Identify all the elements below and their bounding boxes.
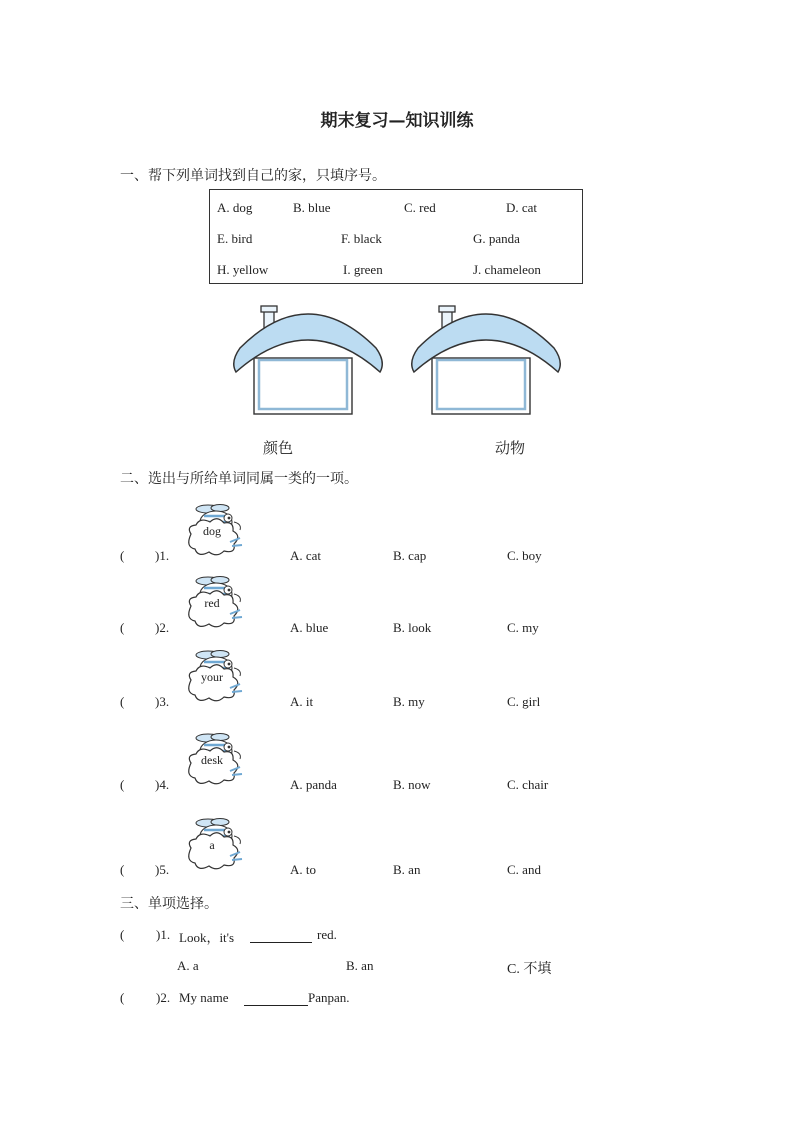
q1-option-c: C. 不填 xyxy=(507,962,552,977)
item-option-c: C. girl xyxy=(507,694,541,709)
word-c: C. red xyxy=(404,200,436,215)
q1-text-before: Look，it's xyxy=(179,930,235,945)
q2-number: )2. xyxy=(156,990,171,1005)
item-paren: ( xyxy=(120,862,125,877)
q1-paren: ( xyxy=(120,927,125,942)
q2-paren: ( xyxy=(120,990,125,1005)
item-word: a xyxy=(209,838,215,852)
house-icon-animals xyxy=(406,300,566,420)
item-number: )2. xyxy=(155,620,170,635)
q2-text-before: My name xyxy=(179,990,229,1005)
section3-heading: 三、单项选择。 xyxy=(120,896,218,912)
word-j: J. chameleon xyxy=(473,262,541,277)
item-word: desk xyxy=(201,753,223,767)
word-f: F. black xyxy=(341,231,382,246)
q1-blank[interactable] xyxy=(250,930,312,943)
item-number: )4. xyxy=(155,777,170,792)
item-option-b: B. cap xyxy=(393,548,427,563)
word-a: A. dog xyxy=(217,200,253,215)
q1-text-after: red. xyxy=(317,927,337,942)
section1-heading: 一、帮下列单词找到自己的家，只填序号。 xyxy=(120,168,386,184)
item-word: dog xyxy=(203,524,221,538)
item-word: red xyxy=(204,596,220,610)
item-option-c: C. and xyxy=(507,862,541,877)
item-number: )1. xyxy=(155,548,170,563)
item-paren: ( xyxy=(120,777,125,792)
item-option-b: B. my xyxy=(393,694,425,709)
word-e: E. bird xyxy=(217,231,253,246)
item-option-a: A. cat xyxy=(290,548,322,563)
word-i: I. green xyxy=(343,262,383,277)
item-option-b: B. an xyxy=(393,862,421,877)
item-option-b: B. now xyxy=(393,777,431,792)
section2-heading: 二、选出与所给单词同属一类的一项。 xyxy=(120,471,358,487)
item-option-b: B. look xyxy=(393,620,432,635)
item-paren: ( xyxy=(120,620,125,635)
item-option-c: C. boy xyxy=(507,548,542,563)
q1-option-a: A. a xyxy=(177,958,199,973)
item-option-a: A. it xyxy=(290,694,314,709)
q2-blank[interactable] xyxy=(244,993,308,1006)
q1-option-b: B. an xyxy=(346,958,374,973)
word-box xyxy=(209,189,583,284)
item-option-c: C. my xyxy=(507,620,539,635)
house-label-colors: 颜色 xyxy=(263,439,294,457)
item-word: your xyxy=(201,670,223,684)
word-g: G. panda xyxy=(473,231,520,246)
item-number: )3. xyxy=(155,694,170,709)
q1-number: )1. xyxy=(156,927,171,942)
item-number: )5. xyxy=(155,862,170,877)
item-option-a: A. blue xyxy=(290,620,329,635)
item-paren: ( xyxy=(120,694,125,709)
word-d: D. cat xyxy=(506,200,538,215)
house-label-animals: 动物 xyxy=(495,439,526,457)
item-option-c: C. chair xyxy=(507,777,549,792)
q2-text-after: Panpan. xyxy=(308,990,350,1005)
house-icon-colors xyxy=(228,300,388,420)
item-option-a: A. to xyxy=(290,862,316,877)
item-paren: ( xyxy=(120,548,125,563)
word-h: H. yellow xyxy=(217,262,269,277)
page-title: 期末复习—知识训练 xyxy=(320,111,474,131)
item-option-a: A. panda xyxy=(290,777,337,792)
word-b: B. blue xyxy=(293,200,331,215)
